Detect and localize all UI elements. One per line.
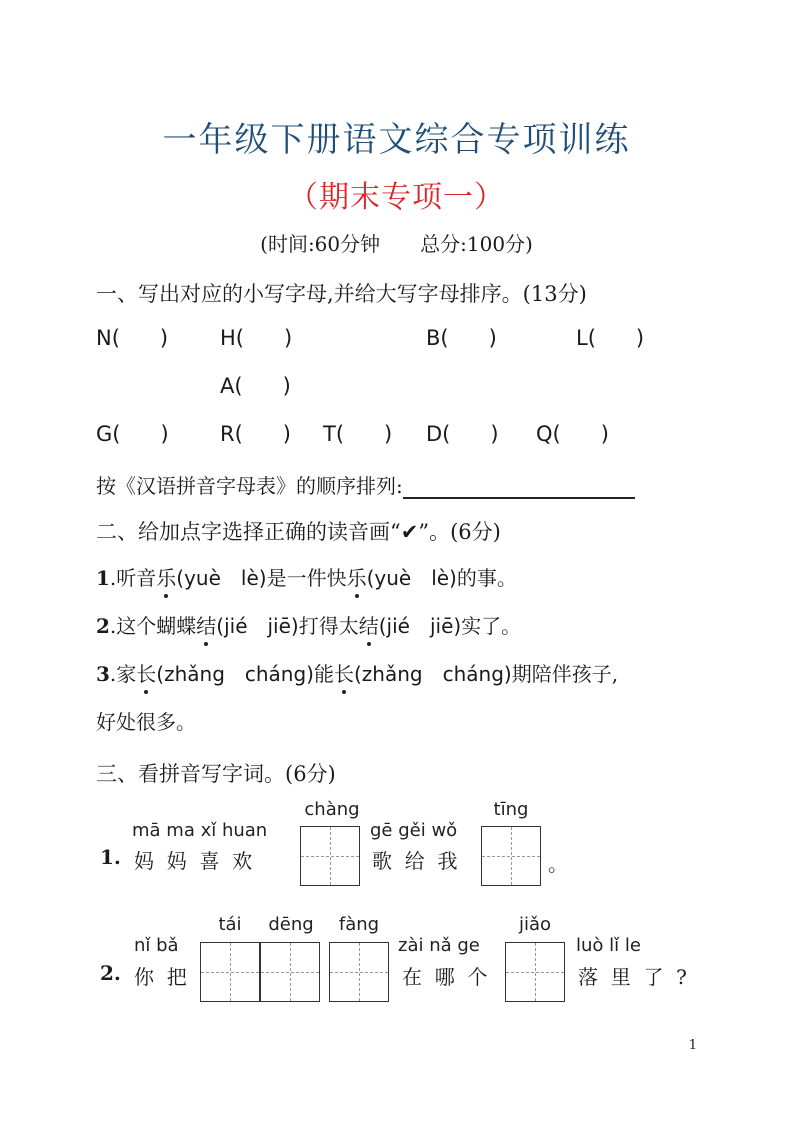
letter-D: D( ) <box>426 422 499 446</box>
writing-box-jiao[interactable] <box>505 942 565 1002</box>
question-item-1: 1.听音乐(yuè lè)是一件快乐(yuè lè)的事。 <box>96 562 517 591</box>
row1-end-punct: 。 <box>548 852 568 876</box>
question-item-3: 3.家长(zhǎng cháng)能长(zhǎng cháng)期陪伴孩子, <box>96 658 618 687</box>
letter-Q: Q( ) <box>536 422 609 446</box>
writing-box-fang[interactable] <box>329 942 389 1002</box>
pinyin-tai: tái <box>218 914 242 935</box>
row1-chars-a: 妈 妈 喜 欢 <box>134 849 253 873</box>
page-title: 一年级下册语文综合专项训练 <box>162 120 631 160</box>
pinyin-ge-gei-wo: gē gěi wǒ <box>370 820 458 841</box>
writing-box-deng[interactable] <box>260 942 320 1002</box>
page-number: 1 <box>688 1038 697 1053</box>
section2-heading: 二、给加点字选择正确的读音画“✔”。(6分) <box>96 520 501 544</box>
letter-R: R( ) <box>220 422 291 446</box>
pinyin-chang: chàng <box>304 799 360 820</box>
letter-H: H( ) <box>220 326 293 350</box>
row2-chars-c: 落 里 了 ? <box>578 965 687 989</box>
pinyin-luo-li-le: luò lǐ le <box>576 935 641 956</box>
row1-number: 1. <box>100 845 121 869</box>
letter-A: A( ) <box>220 374 291 398</box>
row2-chars-a: 你 把 <box>134 965 187 989</box>
section1-heading: 一、写出对应的小写字母,并给大写字母排序。(13分) <box>96 282 587 306</box>
pinyin-deng: dēng <box>268 914 314 935</box>
section3-heading: 三、看拼音写字词。(6分) <box>96 762 336 786</box>
letter-N: N( ) <box>96 326 169 350</box>
question-item-2: 2.这个蝴蝶结(jié jiē)打得太结(jié jiē)实了。 <box>96 610 521 639</box>
row2-chars-b: 在 哪 个 <box>402 965 488 989</box>
row1-chars-b: 歌 给 我 <box>372 849 458 873</box>
letter-L: L( ) <box>576 326 645 350</box>
writing-box-tai[interactable] <box>200 942 260 1002</box>
pinyin-ting: tīng <box>493 799 529 820</box>
pinyin-jiao: jiǎo <box>518 914 552 935</box>
order-label: 按《汉语拼音字母表》的顺序排列: <box>96 474 403 498</box>
time-info: (时间:60分钟 总分:100分) <box>260 232 533 256</box>
question-item-3-continued: 好处很多。 <box>96 710 196 734</box>
row2-number: 2. <box>100 961 121 985</box>
pinyin-zai-na-ge: zài nǎ ge <box>398 935 480 956</box>
letter-B: B( ) <box>426 326 497 350</box>
order-answer-line[interactable] <box>403 477 635 499</box>
pinyin-fang: fàng <box>338 914 380 935</box>
writing-box-ting[interactable] <box>481 826 541 886</box>
order-row <box>96 470 635 499</box>
letter-G: G( ) <box>96 422 169 446</box>
page-subtitle: （期末专项一） <box>288 180 505 215</box>
pinyin-ni-ba: nǐ bǎ <box>134 935 179 956</box>
letter-T: T( ) <box>323 422 393 446</box>
writing-box-chang[interactable] <box>300 826 360 886</box>
pinyin-mama-xihuan: mā ma xǐ huan <box>132 820 268 841</box>
